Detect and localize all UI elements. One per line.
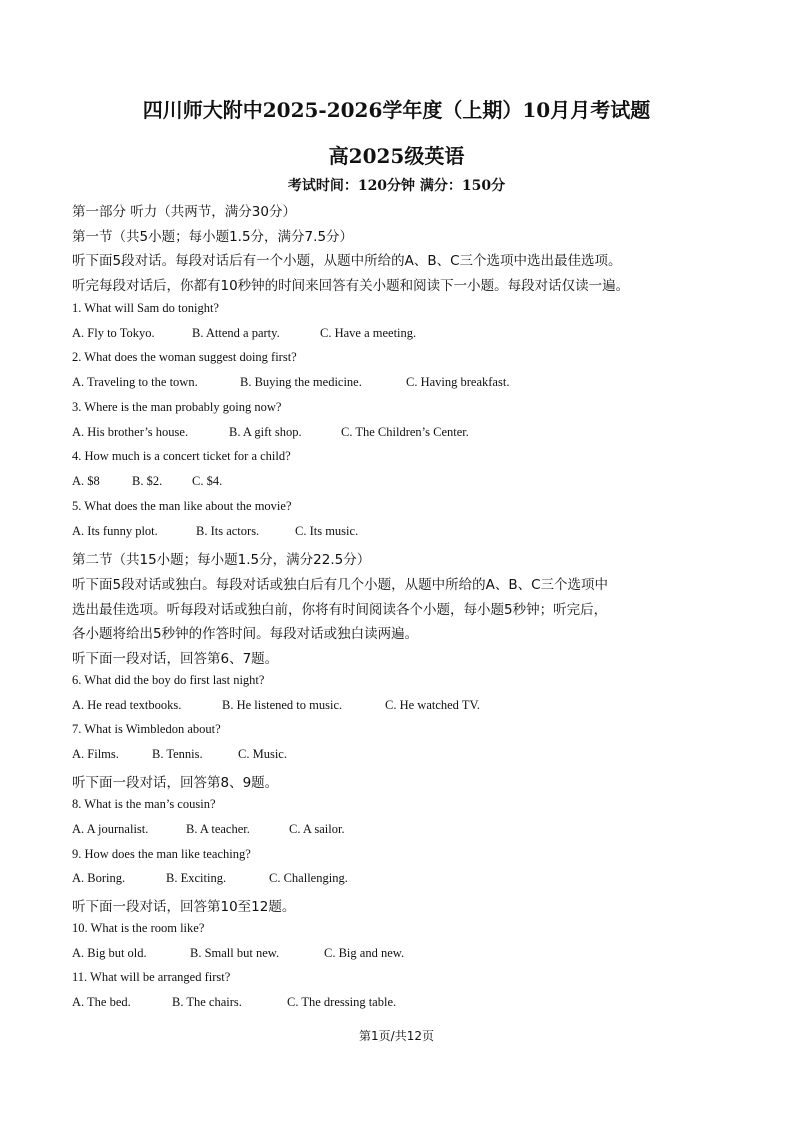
question-options <box>72 375 509 390</box>
option-c: C. Music. <box>238 747 287 761</box>
option-a: A. Boring. <box>72 871 126 885</box>
option-a: A. Traveling to the town. <box>72 375 198 389</box>
option-c: C. Big and new. <box>324 946 405 960</box>
page-footer: 第1页/共12页 <box>359 1029 434 1043</box>
question-options <box>72 747 287 762</box>
question-text: 11. What will be arranged first? <box>72 970 231 984</box>
question-text: 4. How much is a concert ticket for a child? <box>72 449 291 463</box>
option-a: A. His brother’s house. <box>72 425 189 439</box>
option-c: C. Challenging. <box>269 871 348 885</box>
section2-heading: 第二节（共15小题；每小题1.5分，满分22.5分） <box>72 552 371 568</box>
section1-heading: 第一节（共5小题；每小题1.5分，满分7.5分） <box>72 229 354 245</box>
question-options <box>72 425 469 440</box>
option-b: B. A gift shop. <box>229 425 302 439</box>
option-c: C. The dressing table. <box>287 995 397 1009</box>
option-c: C. $4. <box>192 474 223 488</box>
question-options <box>72 474 222 489</box>
question-text: 9. How does the man like teaching? <box>72 847 251 861</box>
option-c: C. Have a meeting. <box>320 326 417 340</box>
question-options <box>72 995 396 1010</box>
option-a: A. $8 <box>72 474 100 488</box>
question-options <box>72 524 358 539</box>
group-instruction: 听下面一段对话，回答第10至12题。 <box>72 899 296 915</box>
section1-instruction: 听完每段对话后，你都有10秒钟的时间来回答有关小题和阅读下一小题。每段对话仅读一遍。 <box>72 278 630 294</box>
exam-title: 四川师大附中2025-2026学年度（上期）10月月考试题 <box>142 98 651 122</box>
option-b: B. Its actors. <box>196 524 260 538</box>
option-a: A. The bed. <box>72 995 131 1009</box>
part1-heading: 第一部分 听力（共两节，满分30分） <box>72 204 296 220</box>
group-instruction: 听下面一段对话，回答第6、7题。 <box>72 651 279 667</box>
question-text: 5. What does the man like about the movie? <box>72 499 292 513</box>
exam-subtitle: 高2025级英语 <box>328 144 465 168</box>
option-b: B. Small but new. <box>190 946 280 960</box>
option-b: B. A teacher. <box>186 822 250 836</box>
option-a: A. He read textbooks. <box>72 698 182 712</box>
exam-info: 考试时间：120分钟 满分：150分 <box>287 178 506 194</box>
option-c: C. He watched TV. <box>385 698 481 712</box>
option-b: B. Attend a party. <box>192 326 280 340</box>
question-text: 8. What is the man’s cousin? <box>72 797 216 811</box>
question-text: 2. What does the woman suggest doing first? <box>72 350 297 364</box>
option-c: C. A sailor. <box>289 822 345 836</box>
question-options <box>72 822 345 837</box>
group-instruction: 听下面一段对话，回答第8、9题。 <box>72 775 279 791</box>
section2-instruction: 选出最佳选项。听每段对话或独白前，你将有时间阅读各个小题，每小题5秒钟；听完后， <box>72 602 608 618</box>
option-c: C. The Children’s Center. <box>341 425 469 439</box>
option-b: B. The chairs. <box>172 995 242 1009</box>
question-text: 6. What did the boy do first last night? <box>72 673 265 687</box>
question-options <box>72 326 416 341</box>
section2-instruction: 听下面5段对话或独白。每段对话或独白后有几个小题，从题中所给的A、B、C三个选项中 <box>72 577 609 593</box>
option-c: C. Its music. <box>295 524 359 538</box>
question-options <box>72 946 404 961</box>
option-a: A. A journalist. <box>72 822 149 836</box>
question-text: 1. What will Sam do tonight? <box>72 301 219 315</box>
question-options <box>72 871 348 886</box>
option-c: C. Having breakfast. <box>406 375 510 389</box>
question-options <box>72 698 480 713</box>
option-a: A. Films. <box>72 747 119 761</box>
option-b: B. Buying the medicine. <box>240 375 362 389</box>
question-text: 3. Where is the man probably going now? <box>72 400 282 414</box>
section1-instruction: 听下面5段对话。每段对话后有一个小题，从题中所给的A、B、C三个选项中选出最佳选项。 <box>72 253 622 269</box>
option-b: B. He listened to music. <box>222 698 343 712</box>
question-text: 10. What is the room like? <box>72 921 205 935</box>
option-a: A. Its funny plot. <box>72 524 158 538</box>
option-b: B. $2. <box>132 474 163 488</box>
section2-instruction: 各小题将给出5秒钟的作答时间。每段对话或独白读两遍。 <box>72 626 419 642</box>
option-b: B. Tennis. <box>152 747 203 761</box>
option-a: A. Fly to Tokyo. <box>72 326 155 340</box>
question-text: 7. What is Wimbledon about? <box>72 722 221 736</box>
option-a: A. Big but old. <box>72 946 147 960</box>
option-b: B. Exciting. <box>166 871 227 885</box>
